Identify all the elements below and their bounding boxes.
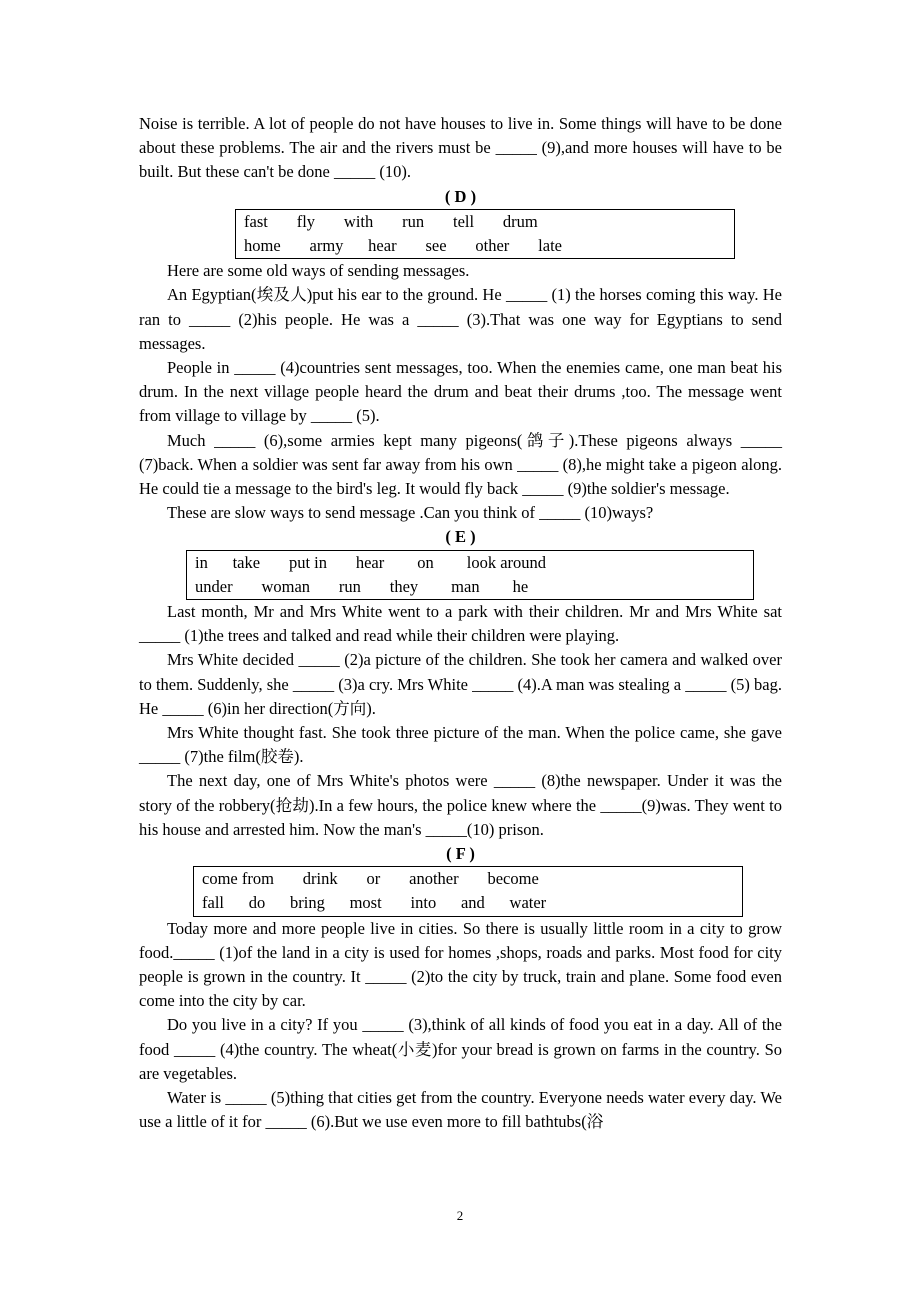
section-f-word-box: [193, 866, 743, 916]
page-number: 2: [456, 1208, 464, 1223]
word-box-row: in take put in hear on look around: [195, 552, 547, 572]
paragraph: Mrs White decided _____ (2)a picture of the children. She took her camera and walked over to them. Suddenly, she _____ (3)a cry. Mrs White _____ (4).A man was stealing a _____ (5) bag. He _____ (6)in her direction(方向).: [139, 650, 782, 718]
section-e-word-box: [186, 550, 754, 600]
word-box-row: fall do bring most into and water: [202, 893, 547, 913]
section-d-title: ( D ): [444, 186, 477, 206]
paragraph: Do you live in a city? If you _____ (3),think of all kinds of food you eat in a day. All of the food _____ (4)the country. The wheat(小麦)for your bread is grown on farms in the country. So are vegetables.: [139, 1015, 782, 1083]
section-f-title: ( F ): [446, 844, 475, 864]
word-box-row: under woman run they man he: [195, 576, 529, 596]
paragraph: Mrs White thought fast. She took three picture of the man. When the police came, she gave _____ (7)the film(胶卷).: [139, 723, 782, 767]
paragraph: The next day, one of Mrs White's photos were _____ (8)the newspaper. Under it was the story of the robbery(抢劫).In a few hours, the police knew where the _____(9)was. They went to his house and arrested him. Now the man's _____(10) prison.: [139, 771, 782, 839]
word-box-row: come from drink or another become: [202, 869, 539, 889]
section-e-title: ( E ): [445, 527, 476, 547]
paragraph: Here are some old ways of sending messages.: [167, 261, 470, 281]
word-box-row: home army hear see other late: [244, 236, 562, 255]
paragraph: People in _____ (4)countries sent messages, too. When the enemies came, one man beat his drum. In the next village people heard the drum and beat their drums ,too. The message went from village to village by _____ (5).: [139, 358, 782, 426]
paragraph: An Egyptian(埃及人)put his ear to the ground. He _____ (1) the horses coming this way. He ran to _____ (2)his people. He was a _____ (3).That was one way for Egyptians to send messages.: [139, 285, 782, 353]
document-body: [139, 112, 782, 1134]
intro-paragraph: Noise is terrible. A lot of people do not have houses to live in. Some things will have to be done about these problems. The air and the rivers must be _____ (9),and more houses will have to be built. But these can't be done _____ (10).: [139, 114, 782, 182]
paragraph: Much _____ (6),some armies kept many pigeons(鸽子).These pigeons always _____ (7)back. When a soldier was sent far away from his own _____ (8),he might take a pigeon along. He could tie a message to the bird's leg. It would fly back _____ (9)the soldier's message.: [139, 430, 782, 499]
paragraph: Today more and more people live in cities. So there is usually little room in a city to grow food._____ (1)of the land in a city is used for homes ,shops, roads and parks. Most food for city people is grown in the country. It _____ (2)to the city by truck, train and plane. Some food even come into the city by car.: [139, 918, 782, 1011]
section-d-word-box: [235, 209, 735, 259]
paragraph: These are slow ways to send message .Can you think of _____ (10)ways?: [167, 503, 654, 523]
paragraph: Water is _____ (5)thing that cities get from the country. Everyone needs water every day. We use a little of it for _____ (6).But we use even more to fill bathtubs(浴: [139, 1088, 782, 1132]
paragraph: Last month, Mr and Mrs White went to a park with their children. Mr and Mrs White sat _____ (1)the trees and talked and read while their children were playing.: [139, 602, 782, 646]
word-box-row: fast fly with run tell drum: [244, 211, 538, 231]
